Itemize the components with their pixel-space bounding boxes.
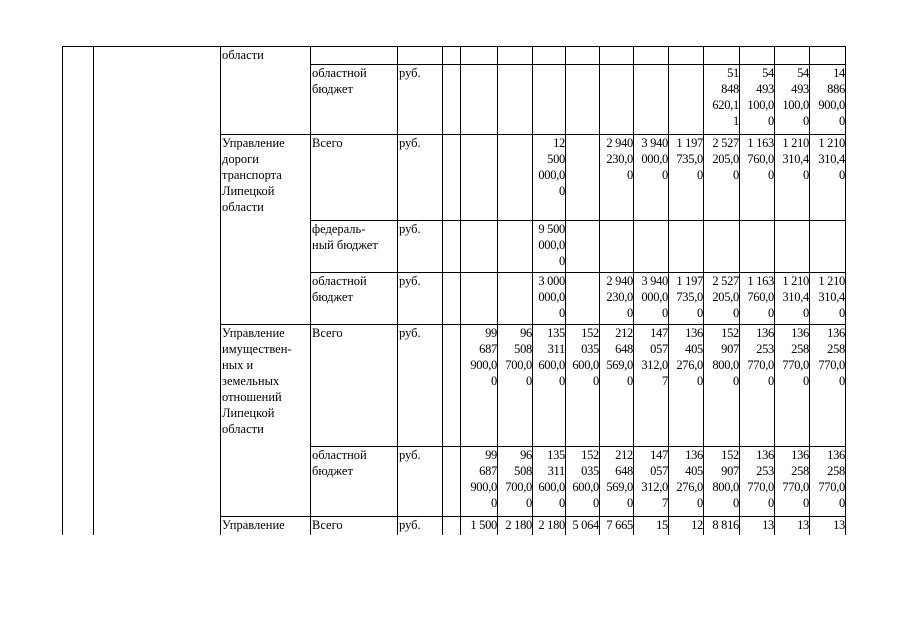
value-cell: [775, 221, 810, 273]
spacer-cell: [443, 221, 461, 273]
value-cell: 96 508 700,0 0: [498, 325, 533, 447]
value-cell: 12 500 000,0 0: [533, 135, 566, 221]
value-cell: [634, 221, 669, 273]
value-cell: 1 210 310,4 0: [810, 135, 846, 221]
value-cell: 136 405 276,0 0: [669, 447, 704, 517]
unit-cell: руб.: [398, 447, 443, 517]
value-cell: 152 907 800,0 0: [704, 447, 740, 517]
value-cell: 2 180: [498, 517, 533, 535]
unit-cell: руб.: [398, 273, 443, 325]
table-row: [63, 47, 846, 65]
value-cell: 1 197 735,0 0: [669, 135, 704, 221]
value-cell: [669, 221, 704, 273]
value-cell: [600, 221, 634, 273]
value-cell: 54 493 100,0 0: [775, 65, 810, 135]
value-cell: [566, 65, 600, 135]
org-cell: области: [221, 47, 311, 135]
value-cell: [704, 221, 740, 273]
value-cell: 152 907 800,0 0: [704, 325, 740, 447]
value-cell: [775, 47, 810, 65]
value-cell: 136 253 770,0 0: [740, 447, 775, 517]
value-cell: 13: [740, 517, 775, 535]
value-cell: 54 493 100,0 0: [740, 65, 775, 135]
value-cell: [810, 47, 846, 65]
document-page: [62, 46, 846, 535]
value-cell: 5 064: [566, 517, 600, 535]
spacer-cell: [443, 447, 461, 517]
value-cell: 152 035 600,0 0: [566, 447, 600, 517]
value-cell: 1 163 760,0 0: [740, 273, 775, 325]
budget-table: [62, 46, 846, 535]
source-cell: областной бюджет: [311, 273, 398, 325]
value-cell: 1 500: [461, 517, 498, 535]
source-cell: Всего: [311, 517, 398, 535]
value-cell: 3 940 000,0 0: [634, 273, 669, 325]
value-cell: 135 311 600,0 0: [533, 325, 566, 447]
value-cell: 212 648 569,0 0: [600, 447, 634, 517]
value-cell: [600, 47, 634, 65]
value-cell: [669, 65, 704, 135]
value-cell: [461, 47, 498, 65]
value-cell: 13: [810, 517, 846, 535]
value-cell: [740, 47, 775, 65]
value-cell: 2 180: [533, 517, 566, 535]
value-cell: 147 057 312,0 7: [634, 447, 669, 517]
value-cell: 8 816: [704, 517, 740, 535]
value-cell: [461, 65, 498, 135]
value-cell: 51 848 620,1 1: [704, 65, 740, 135]
value-cell: [461, 273, 498, 325]
spacer-cell: [443, 65, 461, 135]
value-cell: 2 940 230,0 0: [600, 273, 634, 325]
value-cell: [566, 47, 600, 65]
unit-cell: руб.: [398, 221, 443, 273]
spacer-cell: [443, 47, 461, 65]
value-cell: 136 253 770,0 0: [740, 325, 775, 447]
unit-cell: руб.: [398, 135, 443, 221]
value-cell: [498, 135, 533, 221]
spacer-cell: [443, 517, 461, 535]
spacer-cell: [443, 325, 461, 447]
value-cell: [600, 65, 634, 135]
value-cell: [498, 65, 533, 135]
value-cell: [669, 47, 704, 65]
value-cell: [634, 47, 669, 65]
value-cell: [461, 221, 498, 273]
org-cell: Управление: [221, 517, 311, 535]
value-cell: 152 035 600,0 0: [566, 325, 600, 447]
value-cell: 7 665: [600, 517, 634, 535]
source-cell: областной бюджет: [311, 447, 398, 517]
unit-cell: руб.: [398, 517, 443, 535]
value-cell: [704, 47, 740, 65]
value-cell: 136 258 770,0 0: [775, 447, 810, 517]
value-cell: [566, 273, 600, 325]
value-cell: 12: [669, 517, 704, 535]
index-cell: [63, 47, 94, 535]
source-cell: областной бюджет: [311, 65, 398, 135]
value-cell: 136 258 770,0 0: [775, 325, 810, 447]
value-cell: 1 197 735,0 0: [669, 273, 704, 325]
value-cell: [498, 273, 533, 325]
value-cell: [740, 221, 775, 273]
value-cell: [498, 221, 533, 273]
value-cell: [566, 135, 600, 221]
value-cell: [634, 65, 669, 135]
value-cell: 147 057 312,0 7: [634, 325, 669, 447]
value-cell: 136 258 770,0 0: [810, 447, 846, 517]
value-cell: 136 405 276,0 0: [669, 325, 704, 447]
value-cell: 1 163 760,0 0: [740, 135, 775, 221]
value-cell: 99 687 900,0 0: [461, 325, 498, 447]
value-cell: 1 210 310,4 0: [775, 273, 810, 325]
value-cell: 136 258 770,0 0: [810, 325, 846, 447]
org-cell: Управление имуществен- ных и земельных отношений Липецкой области: [221, 325, 311, 517]
value-cell: 212 648 569,0 0: [600, 325, 634, 447]
source-cell: [311, 47, 398, 65]
value-cell: 99 687 900,0 0: [461, 447, 498, 517]
spacer-cell: [443, 135, 461, 221]
value-cell: [533, 47, 566, 65]
value-cell: [533, 65, 566, 135]
value-cell: 1 210 310,4 0: [810, 273, 846, 325]
value-cell: 3 000 000,0 0: [533, 273, 566, 325]
value-cell: 1 210 310,4 0: [775, 135, 810, 221]
source-cell: федераль- ный бюджет: [311, 221, 398, 273]
org-cell: Управление дороги транспорта Липецкой области: [221, 135, 311, 325]
value-cell: 15: [634, 517, 669, 535]
value-cell: 96 508 700,0 0: [498, 447, 533, 517]
value-cell: [566, 221, 600, 273]
value-cell: 2 527 205,0 0: [704, 273, 740, 325]
value-cell: 135 311 600,0 0: [533, 447, 566, 517]
unit-cell: руб.: [398, 65, 443, 135]
value-cell: 14 886 900,0 0: [810, 65, 846, 135]
value-cell: 3 940 000,0 0: [634, 135, 669, 221]
program-cell: [94, 47, 221, 535]
source-cell: Всего: [311, 135, 398, 221]
value-cell: [498, 47, 533, 65]
unit-cell: руб.: [398, 325, 443, 447]
value-cell: [461, 135, 498, 221]
source-cell: Всего: [311, 325, 398, 447]
value-cell: 9 500 000,0 0: [533, 221, 566, 273]
value-cell: 2 940 230,0 0: [600, 135, 634, 221]
value-cell: 13: [775, 517, 810, 535]
value-cell: [810, 221, 846, 273]
value-cell: 2 527 205,0 0: [704, 135, 740, 221]
unit-cell: [398, 47, 443, 65]
spacer-cell: [443, 273, 461, 325]
